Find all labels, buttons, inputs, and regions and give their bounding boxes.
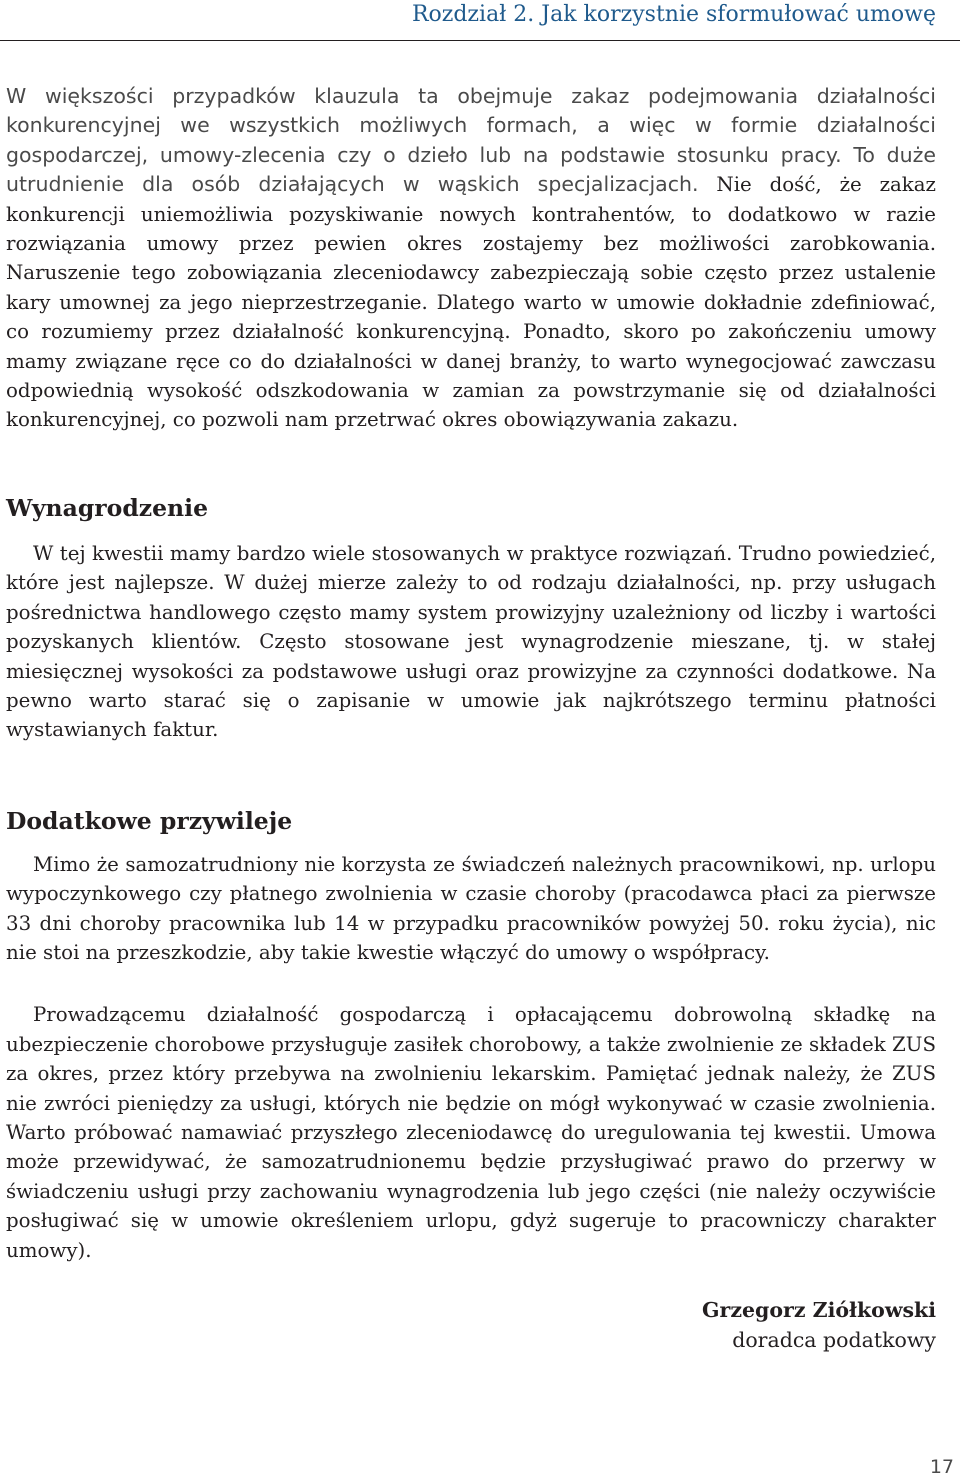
wynagrodzenie-paragraph: W tej kwestii mamy bardzo wiele stosowanych w praktyce rozwiązań. Trudno powiedzieć, które jest najlepsze. W dużej mierze zależy to od rodzaju działalności, np. przy usługach pośrednictwa handlowego często mamy system prowizyjny uzależniony od liczby i wartości pozyskanych klientów. Często stosowane jest wynagrodzenie mieszane, tj. w stałej miesięcznej wysokości za podstawowe usługi oraz prowizyjne za czynności dodatkowe. Na pewno warto starać się o zapisanie w umowie jak najkrótszego terminu płatności wystawianych faktur.	[6, 541, 936, 742]
intro-body-text: Nie dość, że zakaz konkurencji uniemożliwia pozyskiwanie nowych kontrahentów, to dodatkowo w razie rozwiązania umowy przez pewien okres zostajemy bez możliwości zarobkowania. Naruszenie tego zobowiązania zleceniodawcy zabezpieczają sobie często przez ustalenie kary umownej za jego nieprzestrzeganie. Dlatego warto w umowie dokładnie zdefiniować, co rozumiemy przez działalność konkurencyjną. Ponadto, skoro po zakończeniu umowy mamy związane ręce co do działalności w danej branży, to warto wynegocjować zawczasu odpowiednią wysokość odszkodowania w zamian za powstrzymanie się od działalności konkurencyjnej, co pozwoli nam przetrwać okres obowiązywania zakazu.	[6, 173, 936, 432]
przywileje-paragraph-2: Prowadzącemu działalność gospodarczą i opłacającemu dobrowolną składkę na ubezpieczenie chorobowe przysługuje zasiłek chorobowy, a także zwolnienie ze składek ZUS za okres, przez który przebywa na zwolnieniu lekarskim. Pamiętać jednak należy, że ZUS nie zwróci pieniędzy za usługi, których nie będzie on mógł wykonywać w czasie zwolnienia. Warto próbować namawiać przyszłego zleceniodawcę do uregulowania tej kwestii. Umowa może przewidywać, że samozatrudnionemu będzie przysługiwać prawo do przerwy w świadczeniu usługi przy zachowaniu wynagrodzenia lub jego części (nie należy oczywiście posługiwać się w umowie określeniem urlopu, gdyż sugeruje to pracowniczy charakter umowy).	[6, 1003, 936, 1262]
page-number: 17	[929, 1456, 954, 1478]
running-header-title: Rozdział 2. Jak korzystnie sformułować umowę	[411, 2, 936, 27]
author-name: Grzegorz Ziółkowski	[702, 1298, 936, 1322]
section-heading-przywileje: Dodatkowe przywileje	[6, 806, 293, 835]
signature-block	[6, 1295, 936, 1355]
przywileje-paragraph-1: Mimo że samozatrudniony nie korzysta ze świadczeń należnych pracownikowi, np. urlopu wypoczynkowego czy płatnego zwolnienia w czasie choroby (pracodawca płaci za pierwsze 33 dni choroby pracownika lub 14 w przypadku pracowników powyżej 50. roku życia), nic nie stoi na przeszkodzie, aby takie kwestie włączyć do umowy o współpracy.	[6, 852, 936, 964]
section-heading-wynagrodzenie: Wynagrodzenie	[6, 493, 209, 522]
intro-lead-text: W większości przypadków klauzula ta obejmuje zakaz podejmowania działalności konkurencyjnej we wszystkich możliwych formach, a więc w formie działalności gospodarczej, umowy-zlecenia czy o dzieło lub na podstawie stosunku pracy. To duże utrudnienie dla osób działających w wąskich specjalizacjach.	[6, 84, 936, 197]
page-content	[6, 82, 936, 1355]
author-role: doradca podatkowy	[732, 1328, 936, 1352]
header-divider	[0, 40, 960, 41]
intro-paragraph	[6, 82, 936, 435]
